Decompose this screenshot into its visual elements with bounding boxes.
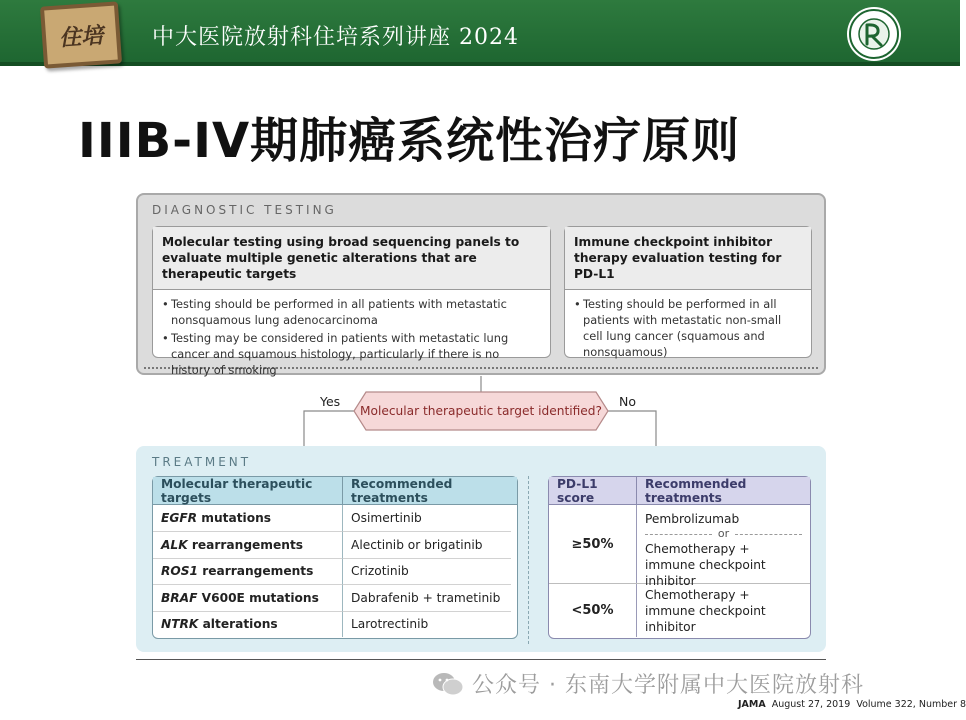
column-header-pdl1-treatments: Recommended treatments xyxy=(645,476,747,505)
decision-node xyxy=(354,392,608,430)
molecular-testing-title: Molecular testing using broad sequencing panels to evaluate multiple genetic alterations that are therapeutic targets xyxy=(153,227,550,290)
decision-question: Molecular therapeutic target identified? xyxy=(359,404,603,418)
targets-table-header xyxy=(153,477,517,505)
gene-name: ALK xyxy=(161,538,188,553)
list-item: • Testing should be performed in all patients with metastatic non-small cell lung cancer (squamous and nonsquamous) xyxy=(574,297,782,359)
treatment-option: Pembrolizumab xyxy=(645,512,740,526)
watermark-text: 公众号 · 东南大学附属中大医院放射科 xyxy=(472,673,864,698)
treatment-cell: Dabrafenib + trametinib xyxy=(343,584,511,610)
table-row: BRAF V600E mutations Dabrafenib + trametinib xyxy=(153,584,517,610)
gene-name: ROS1 xyxy=(161,564,199,579)
wechat-icon xyxy=(432,671,464,697)
list-item: • Testing may be considered in patients with metastatic lung cancer and squamous histology, particularly if there is no history of smoking xyxy=(162,331,509,377)
journal-name: JAMA xyxy=(738,699,766,710)
diagnostic-section-label: DIAGNOSTIC TESTING xyxy=(152,203,337,217)
panel-divider xyxy=(528,476,529,644)
treatment-cell: Larotrectinib xyxy=(343,611,511,637)
gene-name: BRAF xyxy=(161,590,198,605)
watermark xyxy=(432,668,864,699)
pdl1-testing-title: Immune checkpoint inhibitor therapy evaluation testing for PD-L1 xyxy=(565,227,811,290)
table-row: EGFR mutations Osimertinib xyxy=(153,505,517,531)
treatment-cell: Osimertinib xyxy=(351,511,422,526)
lecture-series-title: 中大医院放射科住培系列讲座 2024 xyxy=(152,25,519,50)
column-header-targets: Molecular therapeutic targets xyxy=(153,477,343,504)
list-item: • Testing should be performed in all patients with metastatic nonsquamous lung adenocarcinoma xyxy=(162,297,507,327)
treatment-option: Chemotherapy + immune checkpoint inhibitor xyxy=(645,542,766,588)
score-cell: <50% xyxy=(549,584,637,637)
citation-text: August 27, 2019 Volume 322, Number 8 xyxy=(771,699,966,710)
journal-citation xyxy=(738,699,966,710)
treatment-option: Chemotherapy + immune checkpoint inhibitor xyxy=(645,587,766,634)
pdl1-table xyxy=(548,476,811,639)
targets-table xyxy=(152,476,518,639)
yes-label: Yes xyxy=(320,394,341,409)
footer-rule xyxy=(136,659,826,660)
badge-text: 住培 xyxy=(58,21,104,52)
score-cell: ≥50% xyxy=(549,505,637,583)
no-label: No xyxy=(619,394,636,409)
table-row: NTRK alterations Larotrectinib xyxy=(153,611,517,637)
table-row: ALK rearrangements Alectinib or brigatinib xyxy=(153,531,517,557)
gene-name: NTRK xyxy=(161,617,199,632)
treatment-cell: Alectinib or brigatinib xyxy=(343,531,511,557)
treatment-section-label: TREATMENT xyxy=(152,455,252,469)
table-row: ROS1 rearrangements Crizotinib xyxy=(153,558,517,584)
table-row xyxy=(549,505,810,588)
column-header-score: PD-L1 score xyxy=(549,477,637,504)
table-row xyxy=(549,584,810,637)
treatment-cell: Crizotinib xyxy=(343,558,511,584)
column-header-treatments: Recommended treatments xyxy=(351,476,453,505)
pdl1-table-header xyxy=(549,477,810,505)
slide-title: IIIB-IV期肺癌系统性治疗原则 xyxy=(78,113,741,169)
or-separator: or xyxy=(717,527,730,540)
gene-name: EGFR xyxy=(161,511,198,526)
